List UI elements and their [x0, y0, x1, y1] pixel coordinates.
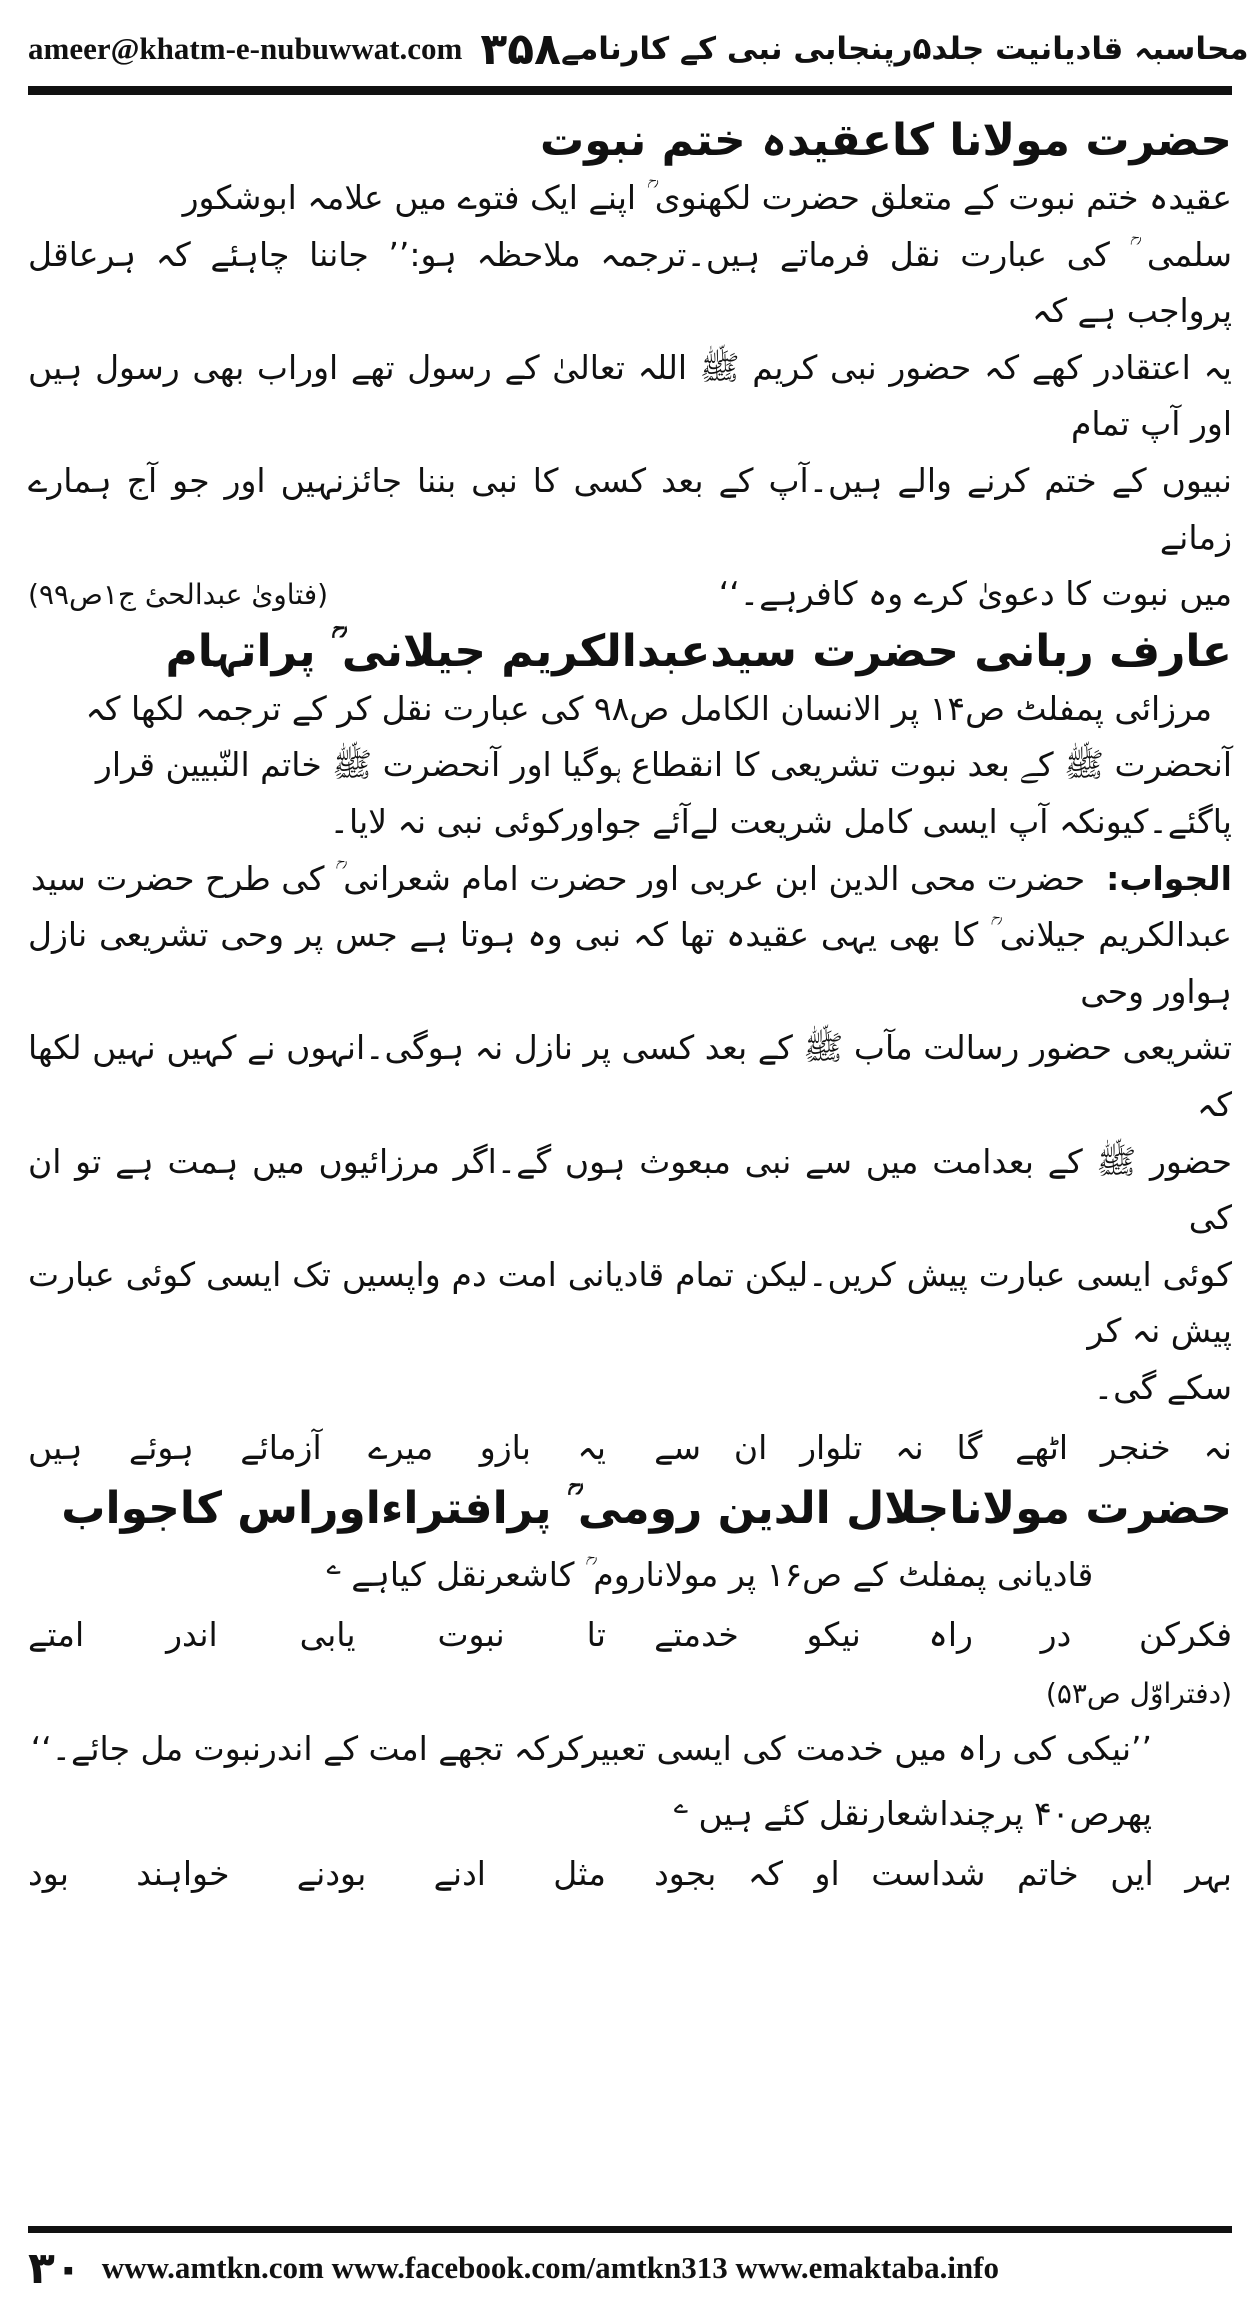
answer-label: الجواب:	[1106, 858, 1232, 898]
verse-3-first-hemistich: بہر ایں خاتم شداست او کہ بجود	[654, 1854, 1232, 1894]
section-2-line-1: مرزائی پمفلٹ ص۱۴ پر الانسان الکامل ص۹۸ کی عبارت نقل کر کے ترجمہ لکھا کہ	[85, 688, 1212, 728]
section-3-intro2-text: پھرص۴۰ پرچنداشعارنقل کئے ہیں	[698, 1794, 1152, 1834]
verse-couplet-2	[28, 1603, 1232, 1667]
section-1-line-4: نبیوں کے ختم کرنے والے ہیں۔آپ کے بعد کسی کا نبی بننا جائزنہیں اور جو آج ہمارے زمانے	[28, 460, 1232, 557]
section-3-intro2	[28, 1777, 1232, 1842]
section-heading-1: حضرت مولانا کاعقیدہ ختم نبوت	[539, 115, 1232, 166]
verse-mark-icon-2: ے	[673, 1791, 688, 1820]
verse-1-second-hemistich: یہ بازو میرے آزمائے ہوئے ہیں	[28, 1428, 606, 1468]
section-2-line-3: پاگئے۔کیونکہ آپ ایسی کامل شریعت لےآئے جواورکوئی نبی نہ لایا۔	[329, 801, 1232, 841]
footer-page-number: ۳۰	[28, 2242, 82, 2294]
footer-divider	[28, 2226, 1232, 2233]
verse-1-first-hemistich: نہ خنجر اٹھے گا نہ تلوار ان سے	[654, 1428, 1232, 1468]
section-heading-3: حضرت مولاناجلال الدین رومی ؒ پرافتراءاوراس کاجواب	[61, 1483, 1232, 1535]
header-book-title: محاسبہ قادیانیت جلد۵رپنجابی نبی کے کارنامے	[560, 31, 1249, 67]
section-1-reference: (فتاویٰ عبدالحیٔ ج۱ص۹۹)	[28, 577, 329, 611]
page-footer	[28, 2240, 1232, 2296]
header-divider	[28, 86, 1232, 95]
header-left	[28, 24, 561, 75]
footer-links[interactable]: www.amtkn.com www.facebook.com/amtkn313 www.emaktaba.info	[101, 2250, 999, 2285]
section-3-intro	[28, 1538, 1232, 1603]
verse-couplet-1	[28, 1416, 1232, 1480]
verse-2-second-hemistich: تا نبوت یابی اندر امتے	[28, 1615, 606, 1655]
verse-mark-icon: ے	[326, 1552, 341, 1581]
answer-line-1-text: حضرت محی الدین ابن عربی اور حضرت امام شعرانی ؒ کی طرح حضرت سید	[30, 858, 1086, 898]
verse-couplet-3	[28, 1842, 1232, 1906]
section-2-answer-line-2: عبدالکریم جیلانی ؒ کا بھی یہی عقیدہ تھا کہ نبی وہ ہوتا ہے جس پر وحی تشریعی نازل ہواور وحی	[28, 915, 1232, 1011]
header-email[interactable]: ameer@khatm-e-nubuwwat.com	[28, 31, 463, 66]
header-page-number: ۳۵۸	[480, 23, 561, 75]
section-2-answer-line-3: تشریعی حضور رسالت مآب ﷺ کے بعد کسی پر نازل نہ ہوگی۔انہوں نے کہیں نہیں لکھا کہ	[28, 1028, 1232, 1124]
verse-3-second-hemistich: مثل ادنے بودنے خواہند بود	[28, 1854, 606, 1894]
section-2-line-2: آنحضرت ﷺ کے بعد نبوت تشریعی کا انقطاع ہوگیا اور آنحضرت ﷺ خاتم النّبیین قرار	[95, 745, 1232, 785]
page-header	[28, 18, 1249, 80]
section-2-answer-line-6: سکے گی۔	[1093, 1367, 1232, 1407]
page-content	[28, 112, 1232, 2230]
section-2-answer-line-1	[28, 851, 1232, 908]
section-1-line-2: سلمی ؒ کی عبارت نقل فرماتے ہیں۔ترجمہ ملاحظہ ہو:’’ جاننا چاہئے کہ ہرعاقل پرواجب ہے کہ	[28, 234, 1232, 331]
section-1-line-5: میں نبوت کا دعویٰ کرے وہ کافرہے۔‘‘	[718, 574, 1232, 614]
verse-2-first-hemistich: فکرکن در راہ نیکو خدمتے	[654, 1615, 1232, 1655]
section-2-answer-line-4: حضور ﷺ کے بعدامت میں سے نبی مبعوث ہوں گے۔اگر مرزائیوں میں ہمت ہے تو ان کی	[28, 1141, 1232, 1238]
section-1-line-1: عقیدہ ختم نبوت کے متعلق حضرت لکھنوی ؒ اپنے ایک فتوے میں علامہ ابوشکور	[182, 178, 1232, 217]
section-3-reference: (دفتراوّل ص۵۳)	[1045, 1677, 1232, 1711]
section-3-translation: ’’نیکی کی راہ میں خدمت کی ایسی تعبیرکرکہ تجھے امت کے اندرنبوت مل جائے۔‘‘	[30, 1729, 1152, 1769]
section-3-intro-text: قادیانی پمفلٹ کے ص۱۶ پر مولاناروم ؒ کاشعرنقل کیاہے	[351, 1555, 1094, 1595]
section-2-answer-line-5: کوئی ایسی عبارت پیش کریں۔لیکن تمام قادیانی امت دم واپسیں تک ایسی کوئی عبارت پیش نہ کر	[28, 1254, 1232, 1351]
section-heading-2: عارف ربانی حضرت سیدعبدالکریم جیلانی ؒ پراتہام	[165, 625, 1232, 677]
section-1-line-3: یہ اعتقادر کھے کہ حضور نبی کریم ﷺ اللہ تعالیٰ کے رسول تھے اوراب بھی رسول ہیں اور آپ تمام	[28, 347, 1232, 444]
